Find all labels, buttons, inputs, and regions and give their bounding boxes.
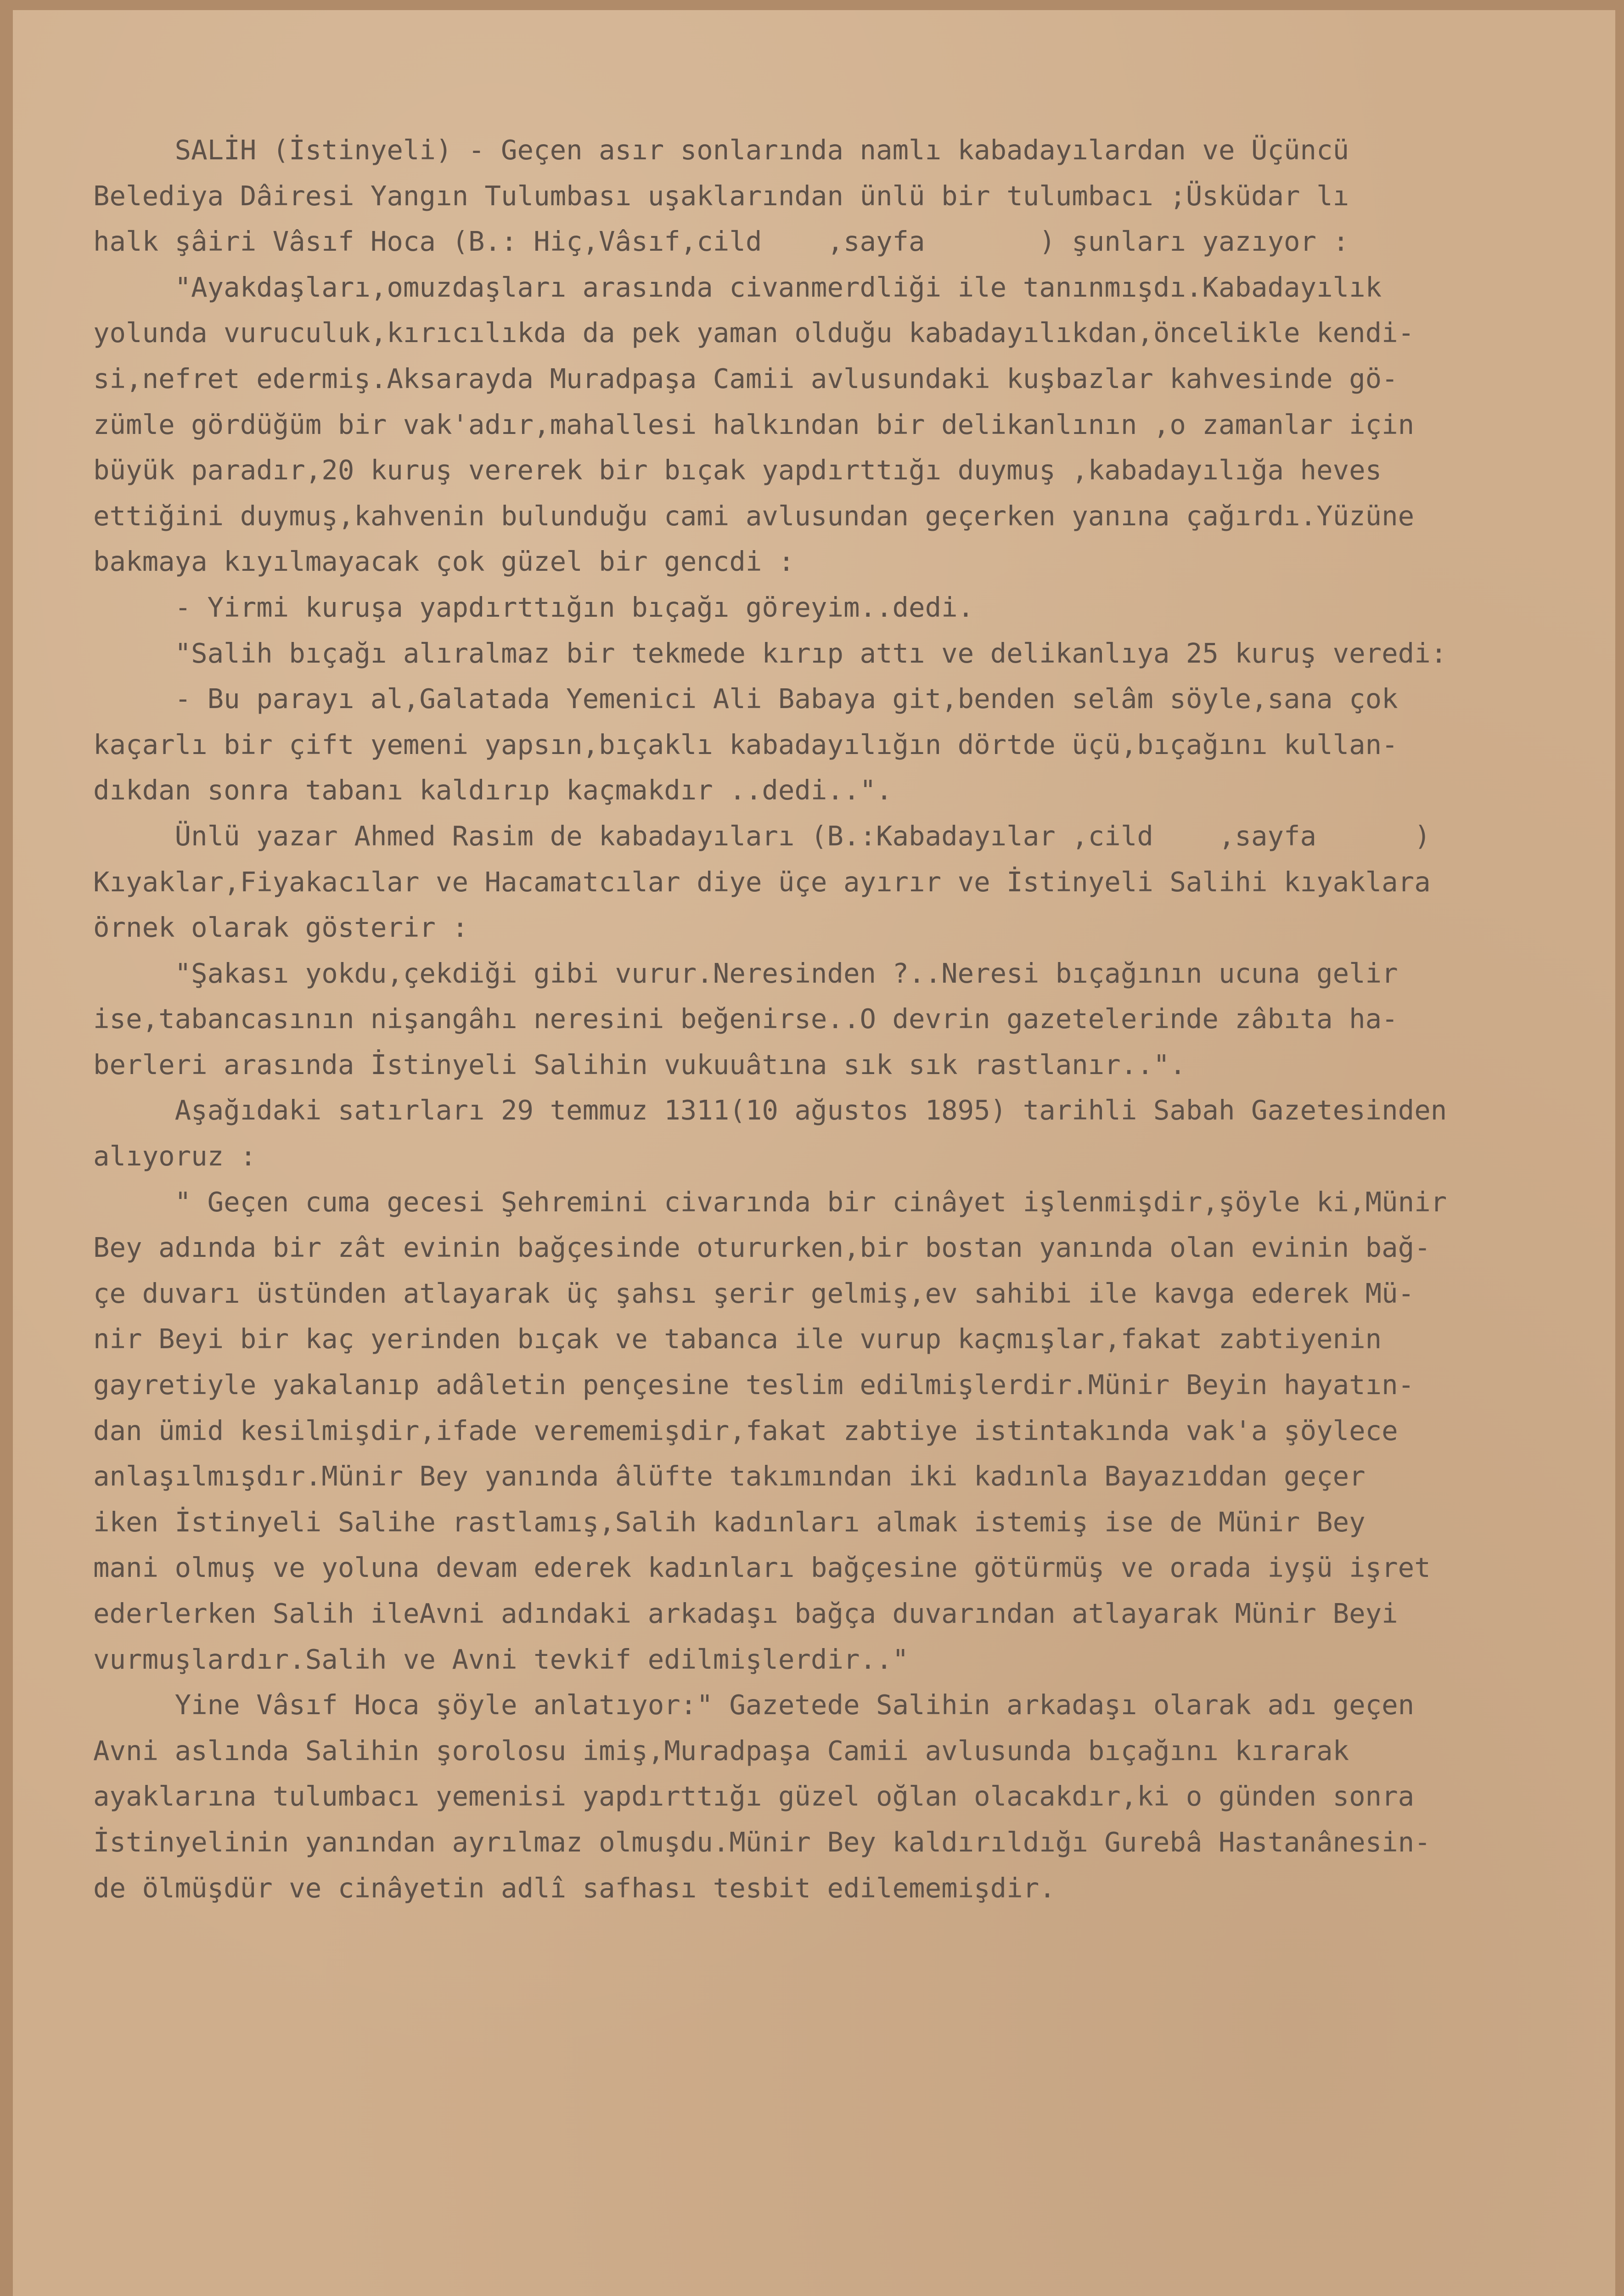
- text-line: İstinyelinin yanından ayrılmaz olmuşdu.Münir Bey kaldırıldığı Gurebâ Hastanânesin-: [93, 1826, 1431, 1858]
- text-line: Bey adında bir zât evinin bağçesinde otururken,bir bostan yanında olan evinin bağ-: [93, 1232, 1431, 1264]
- text-line: dan ümid kesilmişdir,ifade verememişdir,fakat zabtiye istintakında vak'a şöylece: [93, 1414, 1398, 1446]
- text-line: örnek olarak gösterir :: [93, 912, 468, 944]
- text-line: kaçarlı bir çift yemeni yapsın,bıçaklı kabadayılığın dörtde üçü,bıçağını kullan-: [93, 728, 1398, 760]
- text-line: anlaşılmışdır.Münir Bey yanında âlüfte takımından iki kadınla Bayazıddan geçer: [93, 1460, 1366, 1492]
- text-line: çe duvarı üstünden atlayarak üç şahsı şerir gelmiş,ev sahibi ile kavga ederek Mü-: [93, 1277, 1415, 1309]
- text-line: si,nefret edermiş.Aksarayda Muradpaşa Camii avlusundaki kuşbazlar kahvesinde gö-: [93, 362, 1398, 394]
- text-line: Ünlü yazar Ahmed Rasim de kabadayıları (B.:Kabadayılar ,cild ,sayfa ): [93, 820, 1431, 852]
- text-line: ise,tabancasının nişangâhı neresini beğenirse..O devrin gazetelerinde zâbıta ha-: [93, 1003, 1398, 1035]
- text-line: Kıyaklar,Fiyakacılar ve Hacamatcılar diye üçe ayırır ve İstinyeli Salihi kıyaklara: [93, 866, 1431, 898]
- text-line: - Yirmi kuruşa yapdırttığın bıçağı göreyim..dedi.: [93, 591, 974, 623]
- text-line: Belediya Dâiresi Yangın Tulumbası uşaklarından ünlü bir tulumbacı ;Üsküdar lı: [93, 180, 1349, 212]
- text-line: yolunda vuruculuk,kırıcılıkda da pek yaman olduğu kabadayılıkdan,öncelikle kendi-: [93, 317, 1415, 349]
- text-line: mani olmuş ve yoluna devam ederek kadınları bağçesine götürmüş ve orada iyşü işret: [93, 1552, 1431, 1584]
- text-line: büyük paradır,20 kuruş vererek bir bıçak yapdırttığı duymuş ,kabadayılığa heves: [93, 454, 1382, 486]
- text-line: Yine Vâsıf Hoca şöyle anlatıyor:" Gazetede Salihin arkadaşı olarak adı geçen: [93, 1689, 1415, 1721]
- text-line: nir Beyi bir kaç yerinden bıçak ve tabanca ile vurup kaçmışlar,fakat zabtiyenin: [93, 1323, 1382, 1355]
- text-line: "Ayakdaşları,omuzdaşları arasında civanmerdliği ile tanınmışdı.Kabadayılık: [93, 271, 1382, 303]
- text-line: ettiğini duymuş,kahvenin bulunduğu cami avlusundan geçerken yanına çağırdı.Yüzüne: [93, 500, 1415, 532]
- text-line: - Bu parayı al,Galatada Yemenici Ali Babaya git,benden selâm söyle,sana çok: [93, 683, 1398, 715]
- text-line: SALİH (İstinyeli) - Geçen asır sonlarında namlı kabadayılardan ve Üçüncü: [93, 134, 1349, 166]
- text-line: dıkdan sonra tabanı kaldırıp kaçmakdır ..dedi..".: [93, 774, 893, 806]
- text-line: zümle gördüğüm bir vak'adır,mahallesi halkından bir delikanlının ,o zamanlar için: [93, 408, 1415, 440]
- text-line: Aşağıdaki satırları 29 temmuz 1311(10 ağustos 1895) tarihli Sabah Gazetesinden: [93, 1094, 1447, 1126]
- text-line: halk şâiri Vâsıf Hoca (B.: Hiç,Vâsıf,cild ,sayfa ) şunları yazıyor :: [93, 225, 1349, 258]
- text-line: berleri arasında İstinyeli Salihin vukuuâtına sık sık rastlanır..".: [93, 1048, 1186, 1080]
- text-line: ayaklarına tulumbacı yemenisi yapdırttığı güzel oğlan olacakdır,ki o günden sonra: [93, 1780, 1415, 1812]
- typewritten-text: [93, 127, 1622, 1911]
- text-line: iken İstinyeli Salihe rastlamış,Salih kadınları almak istemiş ise de Münir Bey: [93, 1506, 1366, 1538]
- text-line: " Geçen cuma gecesi Şehremini civarında bir cinâyet işlenmişdir,şöyle ki,Münir: [93, 1186, 1447, 1218]
- text-line: vurmuşlardır.Salih ve Avni tevkif edilmişlerdir..": [93, 1643, 909, 1675]
- text-line: "Şakası yokdu,çekdiği gibi vurur.Neresinden ?..Neresi bıçağının ucuna gelir: [93, 957, 1398, 989]
- paper-sheet: [13, 10, 1615, 2296]
- text-line: ederlerken Salih ileAvni adındaki arkadaşı bağça duvarından atlayarak Münir Beyi: [93, 1598, 1398, 1629]
- text-line: gayretiyle yakalanıp adâletin pençesine teslim edilmişlerdir.Münir Beyin hayatın-: [93, 1369, 1415, 1401]
- text-line: Avni aslında Salihin şorolosu imiş,Muradpaşa Camii avlusunda bıçağını kırarak: [93, 1734, 1349, 1767]
- text-line: de ölmüşdür ve cinâyetin adlî safhası tesbit edilememişdir.: [93, 1872, 1056, 1904]
- text-line: "Salih bıçağı alıralmaz bir tekmede kırıp attı ve delikanlıya 25 kuruş veredi:: [93, 637, 1447, 669]
- text-line: bakmaya kıyılmayacak çok güzel bir gencdi :: [93, 546, 795, 578]
- text-line: alıyoruz :: [93, 1140, 257, 1172]
